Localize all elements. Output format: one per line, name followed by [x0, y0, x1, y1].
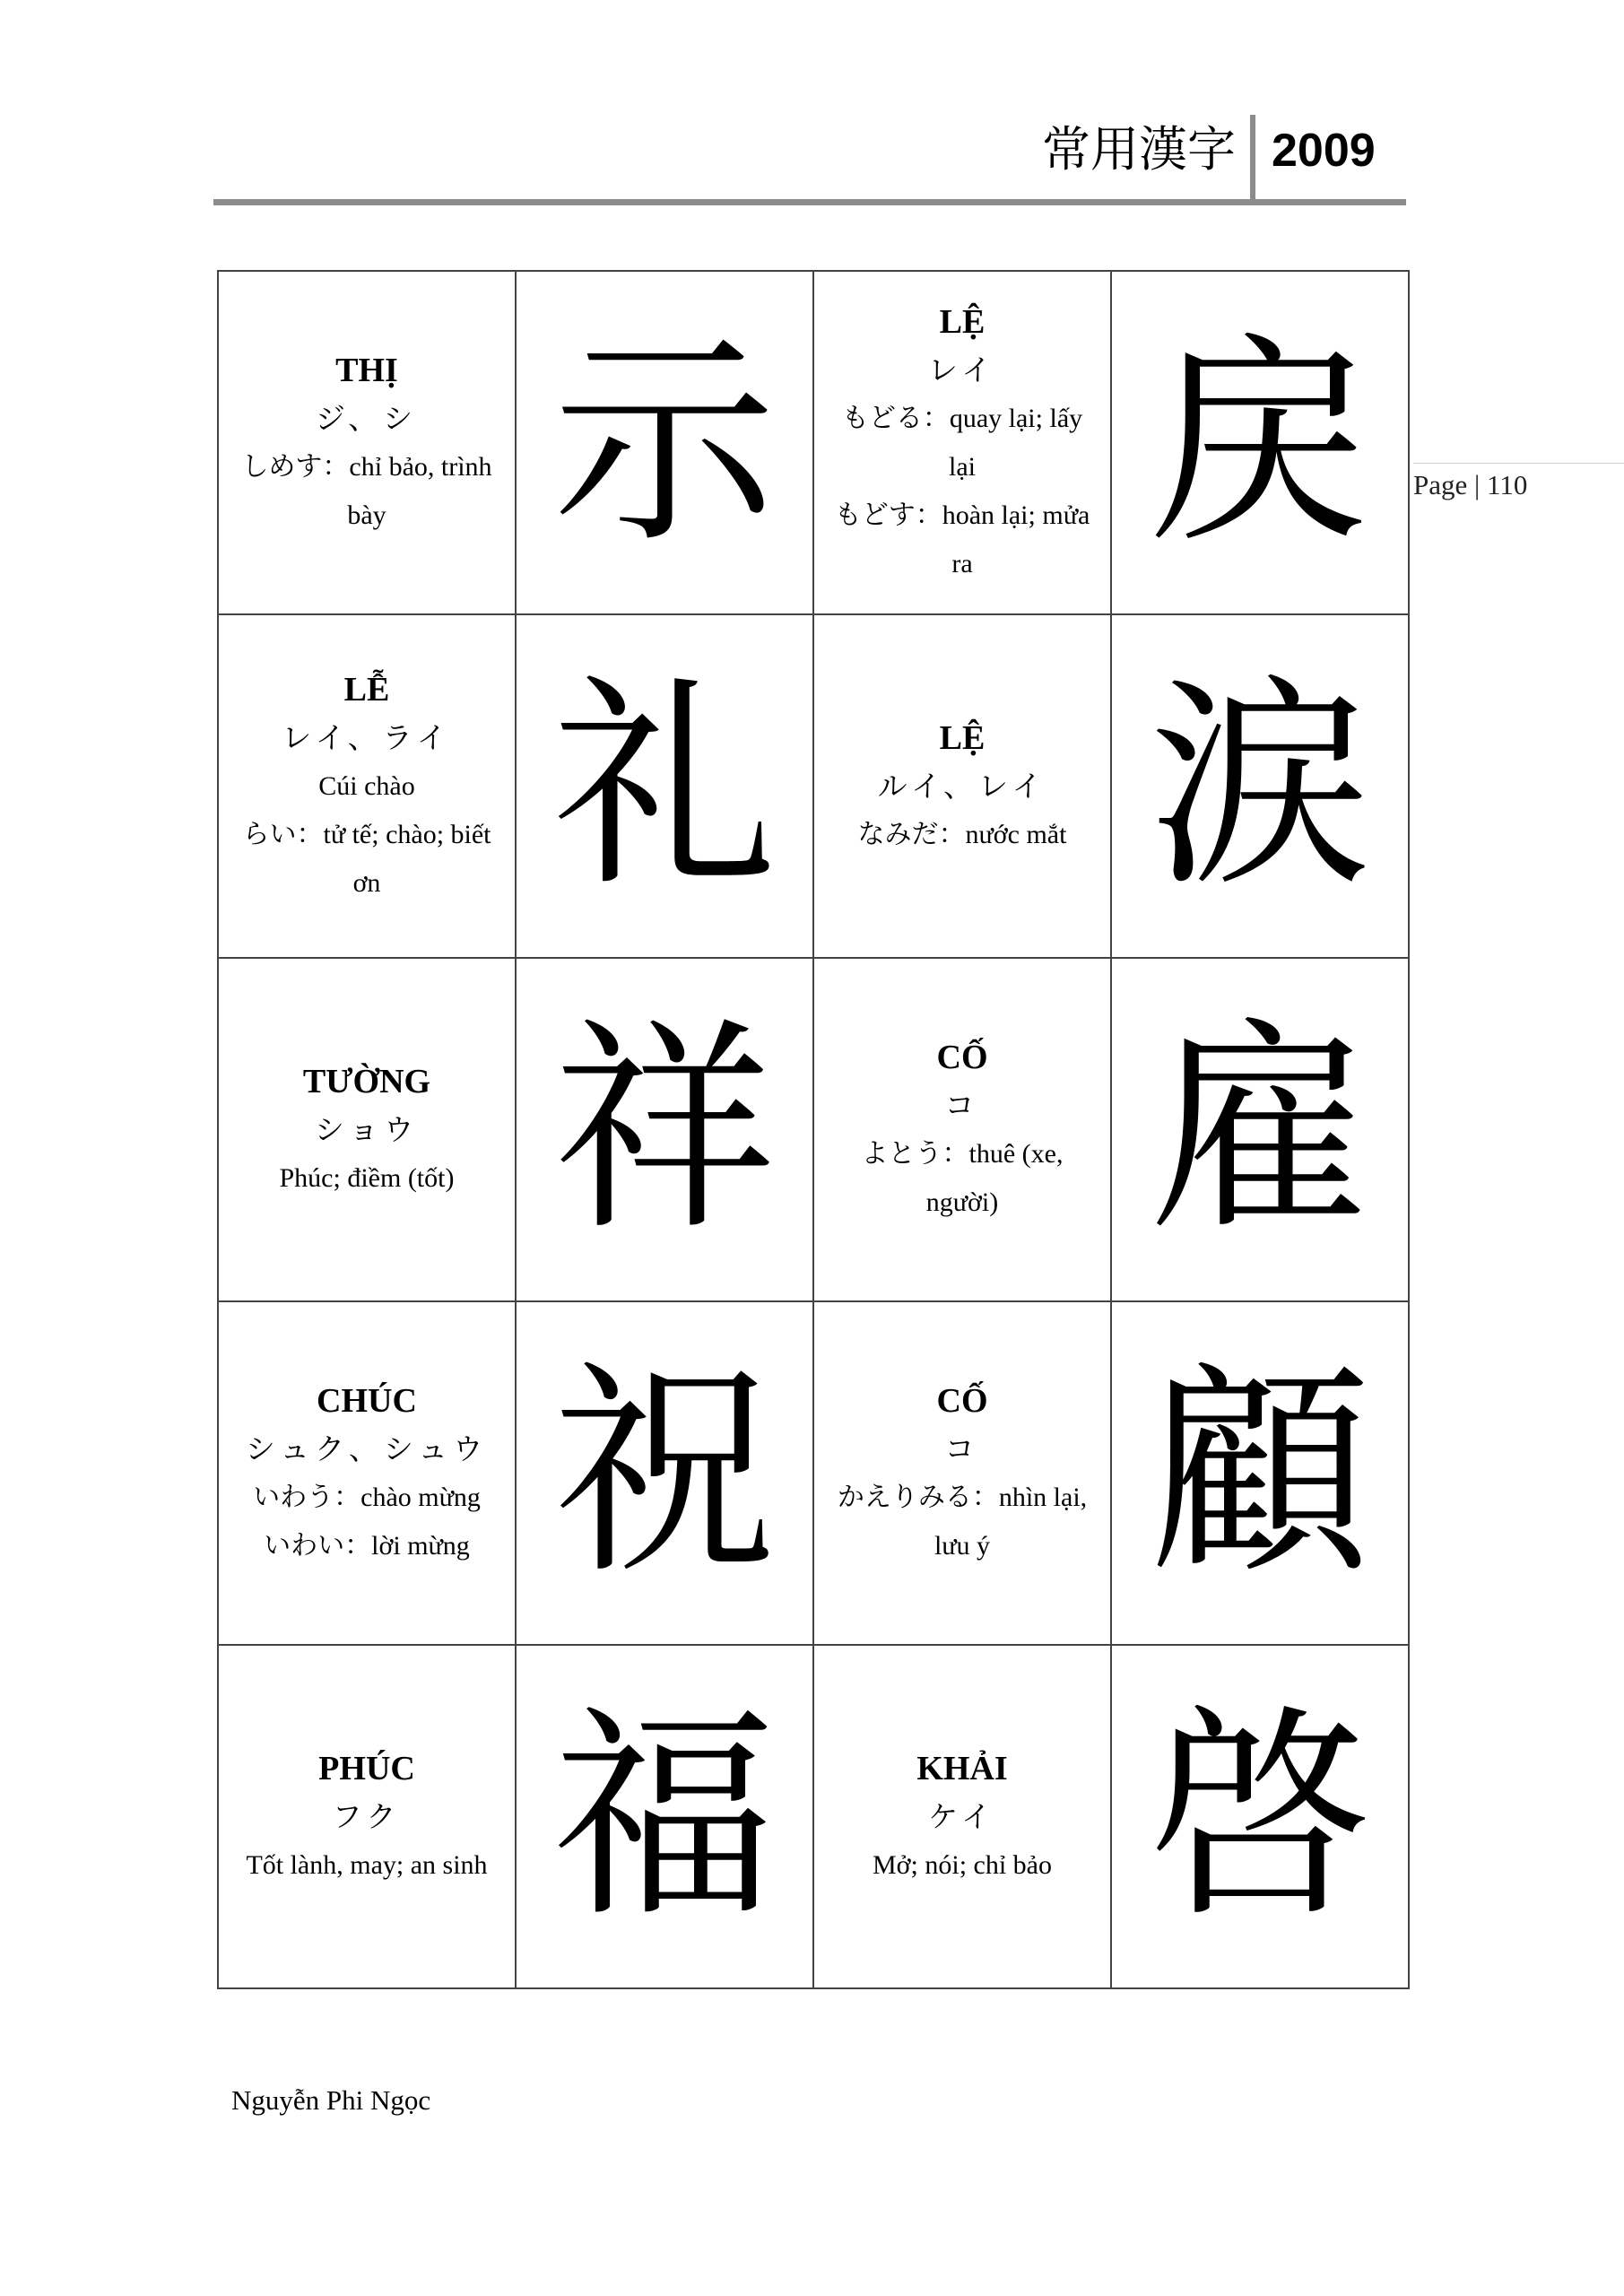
footer-author: Nguyễn Phi Ngọc — [231, 2084, 431, 2116]
kanji-character: 祝 — [552, 1342, 777, 1604]
meaning-text: いわい：lời mừng — [264, 1530, 470, 1561]
meaning-text: かえりみる：nhìn lại, lưu ý — [837, 1482, 1088, 1561]
sino-vietnamese-reading: LỆ — [939, 718, 986, 757]
kanji-info-cell — [813, 1301, 1111, 1645]
kanji-info — [219, 1377, 515, 1570]
kanji-character: 示 — [552, 311, 777, 573]
kanji-table — [217, 270, 1410, 1989]
kanji-info — [219, 665, 515, 908]
sino-vietnamese-reading: LỄ — [343, 670, 390, 709]
kanji-character: 戻 — [1148, 311, 1372, 573]
sino-vietnamese-reading: TƯỜNG — [302, 1062, 431, 1100]
onyomi-reading: コ — [944, 1431, 980, 1466]
kanji-cell — [1111, 1301, 1409, 1645]
sino-vietnamese-reading: LỆ — [939, 302, 986, 341]
sino-vietnamese-reading: CHÚC — [317, 1381, 417, 1420]
kanji-info-cell — [218, 1645, 516, 1988]
header-rule — [213, 199, 1406, 205]
sino-vietnamese-reading: PHÚC — [318, 1749, 415, 1787]
meaning-text: Phúc; điềm (tốt) — [279, 1162, 455, 1193]
kanji-cell — [1111, 958, 1409, 1301]
kanji-cell — [1111, 614, 1409, 958]
kanji-cell — [1111, 1645, 1409, 1988]
kanji-info-cell — [218, 271, 516, 614]
header-title: 常用漢字 — [1042, 121, 1236, 178]
sino-vietnamese-reading: KHẢI — [916, 1749, 1008, 1787]
meaning-text: しめす：chỉ bảo, trình bày — [241, 451, 492, 530]
table-row — [218, 1301, 1409, 1645]
kanji-info — [814, 298, 1110, 588]
kanji-cell — [516, 271, 813, 614]
meaning-text: もどる：quay lại; lấy lại — [841, 403, 1083, 482]
kanji-character: 涙 — [1148, 655, 1372, 917]
kanji-cell — [1111, 271, 1409, 614]
meaning-text: Mở; nói; chỉ bảo — [872, 1849, 1052, 1880]
kanji-info-cell — [218, 614, 516, 958]
kanji-info-cell — [813, 958, 1111, 1301]
kanji-info-cell — [813, 614, 1111, 958]
header-year: 2009 — [1272, 125, 1376, 177]
page-header — [213, 106, 1406, 206]
sino-vietnamese-reading: CỐ — [936, 1038, 988, 1076]
meaning-text: Tốt lành, may; an sinh — [246, 1849, 488, 1880]
kanji-cell — [516, 614, 813, 958]
kanji-info — [219, 1744, 515, 1890]
kanji-character: 祥 — [552, 998, 777, 1260]
table-row — [218, 271, 1409, 614]
onyomi-reading: コ — [944, 1087, 980, 1123]
onyomi-reading: フク — [332, 1798, 402, 1834]
meaning-text: なみだ：nước mắt — [857, 819, 1067, 849]
sino-vietnamese-reading: THỊ — [335, 351, 398, 389]
kanji-character: 福 — [552, 1685, 777, 1947]
kanji-info — [814, 1377, 1110, 1570]
meaning-text: もどす：hoàn lại; mửa ra — [834, 500, 1090, 578]
onyomi-reading: ケイ — [928, 1798, 996, 1834]
kanji-info — [814, 714, 1110, 859]
onyomi-reading: レイ、ライ — [282, 719, 452, 755]
onyomi-reading: シュク、シュウ — [245, 1431, 489, 1466]
meaning-text: Cúi chào — [318, 770, 415, 801]
onyomi-reading: ショウ — [314, 1111, 420, 1147]
table-row — [218, 614, 1409, 958]
meaning-text: いわう：chào mừng — [253, 1482, 481, 1512]
kanji-character: 礼 — [552, 655, 777, 917]
kanji-cell — [516, 1301, 813, 1645]
kanji-character: 顧 — [1148, 1342, 1372, 1604]
kanji-info — [219, 346, 515, 540]
kanji-info-cell — [218, 958, 516, 1301]
kanji-character: 雇 — [1148, 998, 1372, 1260]
kanji-cell — [516, 1645, 813, 1988]
onyomi-reading: レイ — [927, 352, 997, 387]
kanji-info-cell — [813, 271, 1111, 614]
kanji-character: 啓 — [1148, 1685, 1372, 1947]
meaning-text: らい：tử tế; chào; biết ơn — [242, 819, 491, 898]
kanji-info-cell — [218, 1301, 516, 1645]
onyomi-reading: ジ、シ — [315, 400, 419, 436]
onyomi-reading: ルイ、レイ — [877, 768, 1047, 804]
sino-vietnamese-reading: CỐ — [936, 1381, 988, 1420]
kanji-info — [814, 1033, 1110, 1227]
table-row — [218, 958, 1409, 1301]
kanji-info — [814, 1744, 1110, 1890]
kanji-info-cell — [813, 1645, 1111, 1988]
meaning-text: よとう：thuê (xe, người) — [861, 1138, 1064, 1217]
table-row — [218, 1645, 1409, 1988]
kanji-cell — [516, 958, 813, 1301]
page-number: Page | 110 — [1413, 463, 1624, 505]
header-divider — [1250, 115, 1255, 204]
kanji-info — [219, 1057, 515, 1203]
